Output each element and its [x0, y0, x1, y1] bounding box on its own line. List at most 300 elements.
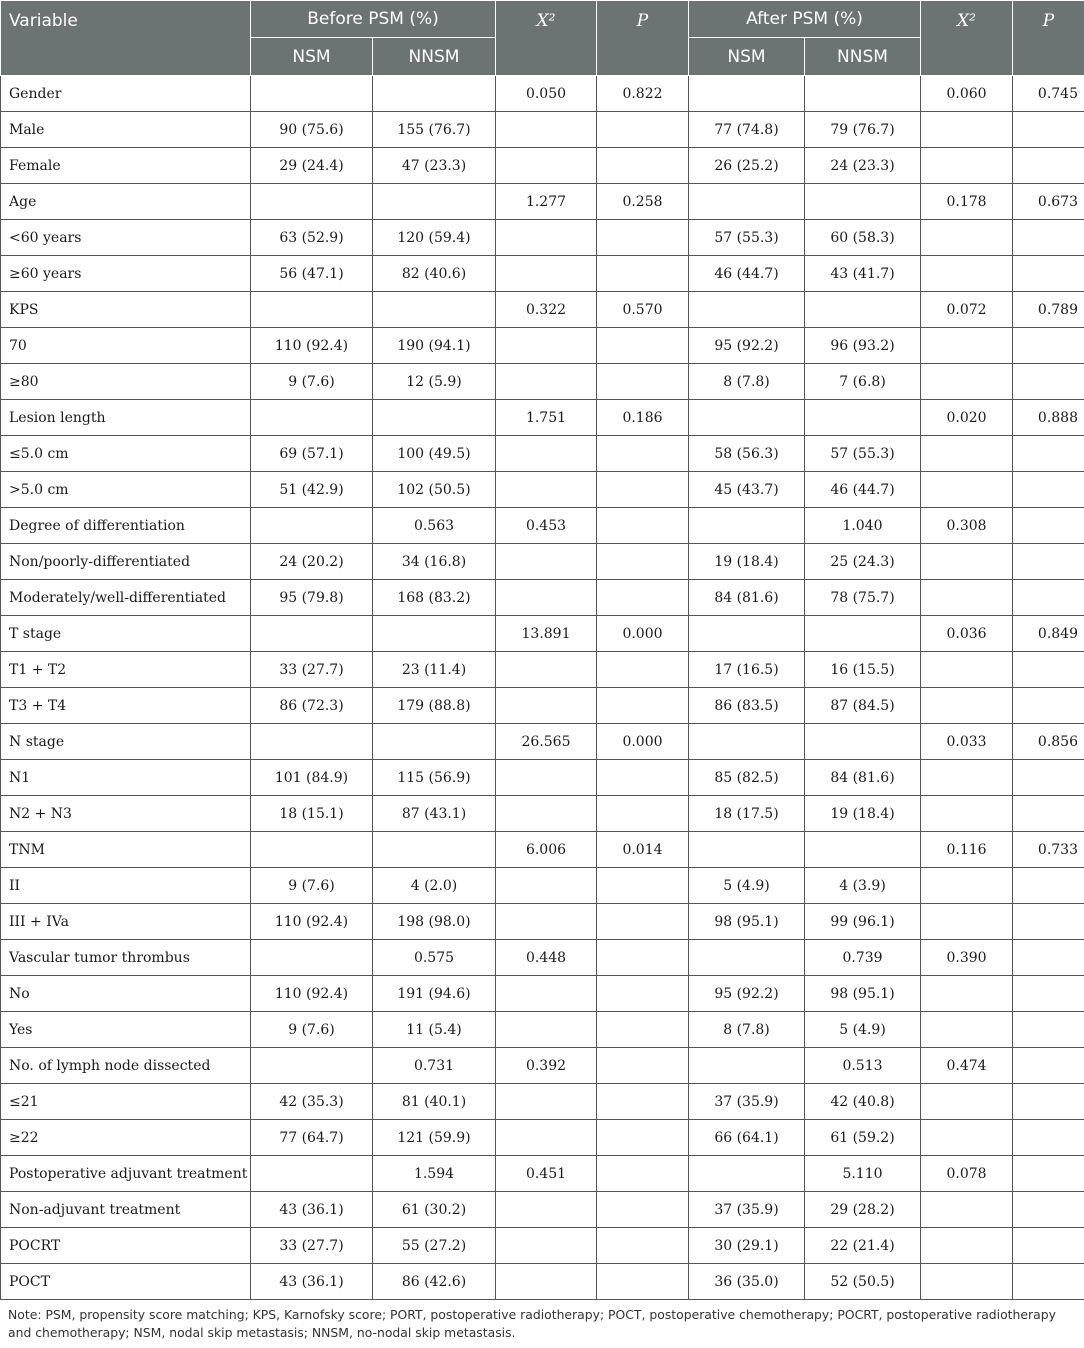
p-before-cell: 0.000 [597, 616, 689, 652]
p-after-cell [1013, 112, 1084, 148]
p-after-cell [1013, 940, 1084, 976]
nnsm-before-cell: 55 (27.2) [373, 1228, 496, 1264]
header-chi-square-before: X² [496, 1, 597, 76]
table-row [1, 868, 1084, 904]
nsm-before-cell [251, 292, 373, 328]
p-after-cell [1013, 1120, 1084, 1156]
table-row [1, 1084, 1084, 1120]
nnsm-before-cell: 191 (94.6) [373, 976, 496, 1012]
variable-cell: <60 years [1, 220, 251, 256]
nsm-after-cell: 95 (92.2) [689, 976, 805, 1012]
nsm-before-cell: 101 (84.9) [251, 760, 373, 796]
nsm-before-cell: 33 (27.7) [251, 1228, 373, 1264]
nnsm-after-cell [805, 400, 921, 436]
chi-square-before-cell: 1.277 [496, 184, 597, 220]
nsm-before-cell: 29 (24.4) [251, 148, 373, 184]
nsm-after-cell: 85 (82.5) [689, 760, 805, 796]
p-after-cell [1013, 688, 1084, 724]
nsm-before-cell: 63 (52.9) [251, 220, 373, 256]
table-row [1, 1156, 1084, 1192]
chi-square-after-cell [921, 688, 1013, 724]
nsm-before-cell: 33 (27.7) [251, 652, 373, 688]
p-after-cell [1013, 508, 1084, 544]
chi-square-after-cell [921, 760, 1013, 796]
chi-square-before-cell [496, 436, 597, 472]
p-after-cell: 0.733 [1013, 832, 1084, 868]
chi-square-before-cell [496, 688, 597, 724]
nnsm-before-cell: 168 (83.2) [373, 580, 496, 616]
p-before-cell: 0.000 [597, 724, 689, 760]
p-before-cell [597, 436, 689, 472]
variable-cell: III + IVa [1, 904, 251, 940]
table-header [1, 1, 1084, 76]
chi-square-after-cell [921, 220, 1013, 256]
table-row [1, 724, 1084, 760]
p-after-cell: 0.849 [1013, 616, 1084, 652]
chi-square-before-cell [496, 1120, 597, 1156]
p-before-cell: 0.258 [597, 184, 689, 220]
nsm-before-cell [251, 940, 373, 976]
nnsm-after-cell: 0.513 [805, 1048, 921, 1084]
nsm-after-cell: 17 (16.5) [689, 652, 805, 688]
chi-square-before-cell [496, 472, 597, 508]
chi-square-after-cell: 0.116 [921, 832, 1013, 868]
p-after-cell [1013, 652, 1084, 688]
table-row [1, 580, 1084, 616]
chi-square-after-cell [921, 580, 1013, 616]
nsm-after-cell: 36 (35.0) [689, 1264, 805, 1300]
nnsm-after-cell [805, 184, 921, 220]
table-row [1, 256, 1084, 292]
p-before-cell [597, 688, 689, 724]
chi-square-before-cell [496, 904, 597, 940]
chi-square-before-cell [496, 328, 597, 364]
variable-cell: Non/poorly-differentiated [1, 544, 251, 580]
nnsm-before-cell: 0.575 [373, 940, 496, 976]
chi-square-after-cell [921, 328, 1013, 364]
nsm-after-cell [689, 1048, 805, 1084]
table-row [1, 1192, 1084, 1228]
nsm-after-cell [689, 616, 805, 652]
nsm-before-cell [251, 832, 373, 868]
nsm-after-cell [689, 76, 805, 112]
nsm-before-cell [251, 508, 373, 544]
p-before-cell [597, 1192, 689, 1228]
table-row [1, 940, 1084, 976]
chi-square-after-cell [921, 256, 1013, 292]
chi-square-before-cell [496, 148, 597, 184]
chi-square-after-cell: 0.308 [921, 508, 1013, 544]
chi-square-before-cell [496, 580, 597, 616]
nsm-after-cell [689, 832, 805, 868]
table-row [1, 184, 1084, 220]
chi-square-before-cell: 1.751 [496, 400, 597, 436]
variable-cell: ≥60 years [1, 256, 251, 292]
nsm-before-cell [251, 1048, 373, 1084]
nsm-before-cell [251, 616, 373, 652]
chi-square-after-cell [921, 1120, 1013, 1156]
chi-square-before-cell [496, 1228, 597, 1264]
chi-square-after-cell [921, 868, 1013, 904]
nsm-after-cell: 66 (64.1) [689, 1120, 805, 1156]
nnsm-before-cell: 81 (40.1) [373, 1084, 496, 1120]
nnsm-before-cell: 47 (23.3) [373, 148, 496, 184]
nnsm-after-cell: 87 (84.5) [805, 688, 921, 724]
table-row [1, 652, 1084, 688]
p-after-cell: 0.888 [1013, 400, 1084, 436]
variable-cell: Yes [1, 1012, 251, 1048]
nsm-after-cell: 86 (83.5) [689, 688, 805, 724]
p-after-cell [1013, 796, 1084, 832]
chi-square-before-cell [496, 760, 597, 796]
chi-square-before-cell: 0.322 [496, 292, 597, 328]
nsm-before-cell: 56 (47.1) [251, 256, 373, 292]
nnsm-before-cell: 190 (94.1) [373, 328, 496, 364]
p-after-cell [1013, 220, 1084, 256]
nsm-after-cell: 95 (92.2) [689, 328, 805, 364]
chi-square-after-cell: 0.036 [921, 616, 1013, 652]
p-before-cell [597, 472, 689, 508]
nnsm-before-cell: 4 (2.0) [373, 868, 496, 904]
nnsm-after-cell: 84 (81.6) [805, 760, 921, 796]
nnsm-before-cell: 86 (42.6) [373, 1264, 496, 1300]
table-row [1, 400, 1084, 436]
nsm-after-cell [689, 508, 805, 544]
p-after-cell: 0.856 [1013, 724, 1084, 760]
p-after-cell [1013, 580, 1084, 616]
p-after-cell [1013, 760, 1084, 796]
header-variable: Variable [1, 1, 251, 76]
chi-square-after-cell: 0.020 [921, 400, 1013, 436]
nsm-after-cell [689, 940, 805, 976]
p-before-cell [597, 1012, 689, 1048]
nsm-after-cell: 8 (7.8) [689, 1012, 805, 1048]
nnsm-after-cell [805, 832, 921, 868]
variable-cell: Moderately/well-differentiated [1, 580, 251, 616]
nsm-after-cell: 98 (95.1) [689, 904, 805, 940]
nsm-before-cell: 110 (92.4) [251, 904, 373, 940]
nnsm-before-cell: 87 (43.1) [373, 796, 496, 832]
chi-square-after-cell: 0.078 [921, 1156, 1013, 1192]
p-before-cell [597, 868, 689, 904]
nnsm-before-cell: 100 (49.5) [373, 436, 496, 472]
p-after-cell: 0.673 [1013, 184, 1084, 220]
chi-square-before-cell: 0.453 [496, 508, 597, 544]
nsm-before-cell [251, 400, 373, 436]
table-row [1, 1120, 1084, 1156]
table-body [1, 76, 1084, 1300]
nnsm-before-cell: 120 (59.4) [373, 220, 496, 256]
nsm-before-cell: 43 (36.1) [251, 1264, 373, 1300]
variable-cell: Gender [1, 76, 251, 112]
nnsm-before-cell: 12 (5.9) [373, 364, 496, 400]
nsm-after-cell: 37 (35.9) [689, 1192, 805, 1228]
table-note: Note: PSM, propensity score matching; KPS, Karnofsky score; PORT, postoperative radiotherapy; POCT, postoperative chemotherapy; POCRT, postoperative radiotherapy and chemotherapy; NSM, nodal skip metastasis; NNSM, no-nodal skip metastasis. [8, 1307, 1056, 1340]
table-row [1, 544, 1084, 580]
variable-cell: No. of lymph node dissected [1, 1048, 251, 1084]
p-before-cell [597, 760, 689, 796]
chi-square-before-cell: 0.448 [496, 940, 597, 976]
chi-square-after-cell: 0.072 [921, 292, 1013, 328]
nnsm-after-cell: 16 (15.5) [805, 652, 921, 688]
nsm-before-cell: 42 (35.3) [251, 1084, 373, 1120]
nnsm-after-cell: 60 (58.3) [805, 220, 921, 256]
nnsm-after-cell [805, 292, 921, 328]
p-after-cell: 0.745 [1013, 76, 1084, 112]
table-row [1, 1264, 1084, 1300]
nsm-after-cell [689, 400, 805, 436]
p-before-cell [597, 544, 689, 580]
header-chi-square-after: X² [921, 1, 1013, 76]
nnsm-before-cell [373, 76, 496, 112]
nnsm-after-cell [805, 76, 921, 112]
table-row [1, 148, 1084, 184]
chi-square-after-cell [921, 1264, 1013, 1300]
nnsm-after-cell: 99 (96.1) [805, 904, 921, 940]
variable-cell: TNM [1, 832, 251, 868]
p-before-cell [597, 1264, 689, 1300]
nsm-after-cell [689, 184, 805, 220]
chi-square-after-cell [921, 796, 1013, 832]
nsm-after-cell: 37 (35.9) [689, 1084, 805, 1120]
p-after-cell [1013, 868, 1084, 904]
p-after-cell [1013, 1228, 1084, 1264]
p-before-cell [597, 1048, 689, 1084]
table-row [1, 112, 1084, 148]
variable-cell: T1 + T2 [1, 652, 251, 688]
chi-square-before-cell: 13.891 [496, 616, 597, 652]
p-before-cell [597, 580, 689, 616]
nnsm-before-cell: 102 (50.5) [373, 472, 496, 508]
nsm-before-cell: 77 (64.7) [251, 1120, 373, 1156]
nsm-before-cell: 24 (20.2) [251, 544, 373, 580]
table-row [1, 832, 1084, 868]
table-row [1, 760, 1084, 796]
nsm-after-cell: 30 (29.1) [689, 1228, 805, 1264]
table-row [1, 220, 1084, 256]
nsm-after-cell [689, 724, 805, 760]
nsm-before-cell: 43 (36.1) [251, 1192, 373, 1228]
chi-square-before-cell [496, 1192, 597, 1228]
p-before-cell: 0.822 [597, 76, 689, 112]
chi-square-before-cell [496, 868, 597, 904]
p-before-cell [597, 112, 689, 148]
table-row [1, 1012, 1084, 1048]
chi-square-after-cell [921, 1228, 1013, 1264]
p-after-cell [1013, 544, 1084, 580]
chi-square-before-cell [496, 1084, 597, 1120]
chi-square-after-cell [921, 148, 1013, 184]
nsm-after-cell [689, 292, 805, 328]
nnsm-after-cell [805, 616, 921, 652]
p-before-cell [597, 364, 689, 400]
table-row [1, 76, 1084, 112]
nnsm-after-cell: 4 (3.9) [805, 868, 921, 904]
nsm-before-cell [251, 184, 373, 220]
p-before-cell [597, 976, 689, 1012]
chi-square-after-cell [921, 1012, 1013, 1048]
nnsm-after-cell: 19 (18.4) [805, 796, 921, 832]
p-after-cell [1013, 904, 1084, 940]
chi-square-before-cell [496, 796, 597, 832]
nnsm-after-cell: 5.110 [805, 1156, 921, 1192]
chi-square-before-cell: 0.392 [496, 1048, 597, 1084]
chi-square-after-cell: 0.033 [921, 724, 1013, 760]
chi-square-before-cell: 0.050 [496, 76, 597, 112]
nsm-before-cell [251, 724, 373, 760]
variable-cell: POCRT [1, 1228, 251, 1264]
table-row [1, 904, 1084, 940]
chi-square-before-cell [496, 364, 597, 400]
nsm-before-cell: 110 (92.4) [251, 976, 373, 1012]
nsm-after-cell: 77 (74.8) [689, 112, 805, 148]
p-after-cell [1013, 364, 1084, 400]
nnsm-after-cell: 29 (28.2) [805, 1192, 921, 1228]
nnsm-after-cell: 0.739 [805, 940, 921, 976]
table-row [1, 976, 1084, 1012]
nnsm-before-cell [373, 832, 496, 868]
nsm-after-cell: 84 (81.6) [689, 580, 805, 616]
chi-square-after-cell [921, 904, 1013, 940]
p-after-cell [1013, 976, 1084, 1012]
variable-cell: KPS [1, 292, 251, 328]
nnsm-before-cell [373, 292, 496, 328]
p-after-cell [1013, 472, 1084, 508]
p-before-cell: 0.014 [597, 832, 689, 868]
header-before-psm: Before PSM (%) [251, 1, 496, 38]
chi-square-before-cell [496, 112, 597, 148]
nsm-before-cell: 110 (92.4) [251, 328, 373, 364]
p-before-cell [597, 508, 689, 544]
variable-cell: Postoperative adjuvant treatment [1, 1156, 251, 1192]
chi-square-after-cell [921, 1192, 1013, 1228]
variable-cell: Female [1, 148, 251, 184]
nnsm-before-cell: 0.563 [373, 508, 496, 544]
nsm-after-cell: 57 (55.3) [689, 220, 805, 256]
nnsm-before-cell: 11 (5.4) [373, 1012, 496, 1048]
chi-square-before-cell [496, 1012, 597, 1048]
nnsm-before-cell [373, 724, 496, 760]
nnsm-after-cell: 98 (95.1) [805, 976, 921, 1012]
nsm-before-cell [251, 76, 373, 112]
p-before-cell: 0.186 [597, 400, 689, 436]
p-after-cell [1013, 256, 1084, 292]
nsm-before-cell: 9 (7.6) [251, 868, 373, 904]
p-after-cell [1013, 1264, 1084, 1300]
nnsm-before-cell: 198 (98.0) [373, 904, 496, 940]
nsm-before-cell: 86 (72.3) [251, 688, 373, 724]
chi-square-before-cell: 26.565 [496, 724, 597, 760]
table-row [1, 616, 1084, 652]
nnsm-before-cell: 82 (40.6) [373, 256, 496, 292]
p-before-cell [597, 1228, 689, 1264]
table-row [1, 436, 1084, 472]
table-row [1, 364, 1084, 400]
chi-square-before-cell [496, 220, 597, 256]
p-before-cell [597, 652, 689, 688]
variable-cell: II [1, 868, 251, 904]
header-nnsm-before: NNSM [373, 38, 496, 76]
nnsm-after-cell: 5 (4.9) [805, 1012, 921, 1048]
nnsm-after-cell: 22 (21.4) [805, 1228, 921, 1264]
nnsm-after-cell: 24 (23.3) [805, 148, 921, 184]
p-before-cell [597, 796, 689, 832]
variable-cell: >5.0 cm [1, 472, 251, 508]
nsm-after-cell: 8 (7.8) [689, 364, 805, 400]
p-before-cell: 0.570 [597, 292, 689, 328]
nsm-after-cell: 45 (43.7) [689, 472, 805, 508]
variable-cell: POCT [1, 1264, 251, 1300]
nsm-after-cell: 26 (25.2) [689, 148, 805, 184]
variable-cell: No [1, 976, 251, 1012]
chi-square-after-cell [921, 112, 1013, 148]
chi-square-after-cell [921, 976, 1013, 1012]
p-after-cell [1013, 148, 1084, 184]
nnsm-after-cell: 42 (40.8) [805, 1084, 921, 1120]
nnsm-after-cell: 96 (93.2) [805, 328, 921, 364]
nsm-before-cell: 18 (15.1) [251, 796, 373, 832]
nsm-after-cell: 46 (44.7) [689, 256, 805, 292]
table-row [1, 292, 1084, 328]
nnsm-after-cell: 25 (24.3) [805, 544, 921, 580]
variable-cell: ≥22 [1, 1120, 251, 1156]
nnsm-before-cell: 0.731 [373, 1048, 496, 1084]
variable-cell: Degree of differentiation [1, 508, 251, 544]
variable-cell: Male [1, 112, 251, 148]
variable-cell: Vascular tumor thrombus [1, 940, 251, 976]
header-after-psm: After PSM (%) [689, 1, 921, 38]
nnsm-before-cell [373, 400, 496, 436]
nnsm-after-cell: 57 (55.3) [805, 436, 921, 472]
nnsm-after-cell: 52 (50.5) [805, 1264, 921, 1300]
variable-cell: Age [1, 184, 251, 220]
nsm-before-cell: 95 (79.8) [251, 580, 373, 616]
nsm-before-cell: 69 (57.1) [251, 436, 373, 472]
table-row [1, 1228, 1084, 1264]
nsm-before-cell [251, 1156, 373, 1192]
variable-cell: Lesion length [1, 400, 251, 436]
header-nnsm-after: NNSM [805, 38, 921, 76]
chi-square-after-cell [921, 544, 1013, 580]
nnsm-before-cell: 34 (16.8) [373, 544, 496, 580]
variable-cell: N1 [1, 760, 251, 796]
table-row [1, 508, 1084, 544]
p-before-cell [597, 148, 689, 184]
p-before-cell [597, 328, 689, 364]
p-after-cell: 0.789 [1013, 292, 1084, 328]
p-after-cell [1013, 328, 1084, 364]
nsm-before-cell: 9 (7.6) [251, 1012, 373, 1048]
table-row [1, 472, 1084, 508]
p-after-cell [1013, 1156, 1084, 1192]
variable-cell: N2 + N3 [1, 796, 251, 832]
nnsm-before-cell: 23 (11.4) [373, 652, 496, 688]
chi-square-before-cell [496, 652, 597, 688]
nsm-after-cell: 19 (18.4) [689, 544, 805, 580]
nsm-after-cell [689, 1156, 805, 1192]
chi-square-before-cell: 0.451 [496, 1156, 597, 1192]
nnsm-after-cell: 78 (75.7) [805, 580, 921, 616]
header-nsm-after: NSM [689, 38, 805, 76]
nnsm-after-cell: 43 (41.7) [805, 256, 921, 292]
chi-square-after-cell: 0.390 [921, 940, 1013, 976]
p-before-cell [597, 1084, 689, 1120]
nnsm-before-cell: 61 (30.2) [373, 1192, 496, 1228]
variable-cell: 70 [1, 328, 251, 364]
nnsm-before-cell: 115 (56.9) [373, 760, 496, 796]
header-p-before: P [597, 1, 689, 76]
nsm-before-cell: 9 (7.6) [251, 364, 373, 400]
